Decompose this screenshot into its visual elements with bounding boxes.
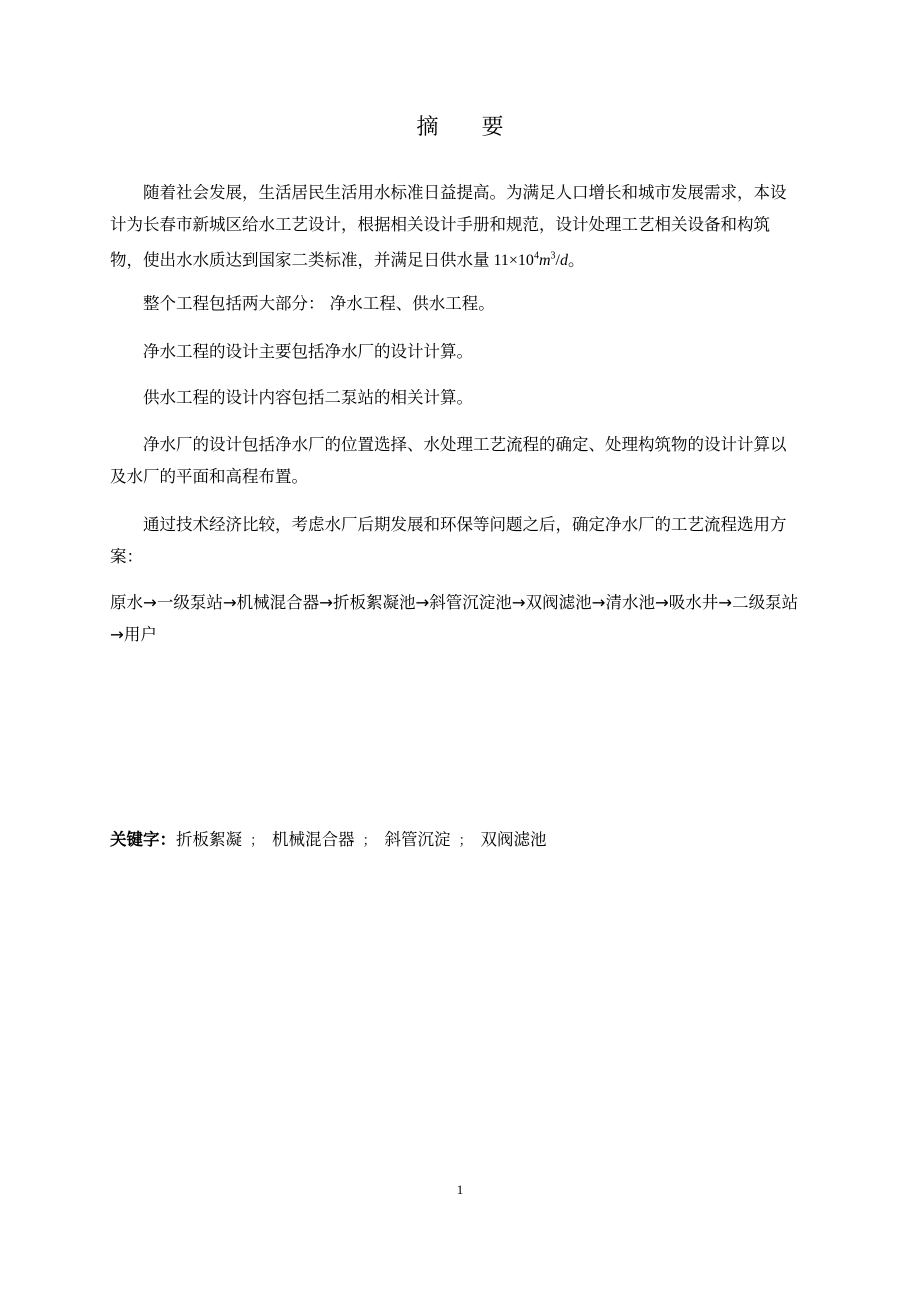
keyword-separator: ； (250, 833, 264, 849)
paragraph-6: 通过技术经济比较，考虑水厂后期发展和环保等问题之后，确定净水厂的工艺流程选用方案： (110, 515, 787, 566)
page-number: 1 (456, 1182, 464, 1197)
process-flow-paragraph: 原水→一级泵站→机械混合器→折板絮凝池→斜管沉淀池→双阀滤池→清水池→吸水井→二级泵站→用户 (110, 593, 799, 644)
keyword-item: 双阀滤池 (480, 830, 547, 849)
daily-water-supply-formula: $11\times 10^4m^3/d$ (493, 251, 568, 270)
keywords-line (110, 826, 547, 855)
keyword-separator: ； (458, 833, 473, 849)
paragraph-3: 净水工程的设计主要包括净水厂的设计计算。 (143, 342, 473, 361)
abstract-body (110, 177, 800, 277)
paragraph-5: 净水厂的设计包括净水厂的位置选择、水处理工艺流程的确定、处理构筑物的设计计算以及水厂的平面和高程布置。 (110, 435, 787, 486)
keyword-item: 斜管沉淀 (384, 830, 451, 849)
keyword-item: 机械混合器 (272, 830, 355, 849)
paragraph-1-text: 随着社会发展，生活居民生活用水标准日益提高。为满足人口增长和城市发展需求，本设计为长春市新城区给水工艺设计，根据相关设计手册和规范，设计处理工艺相关设备和构筑物，使出水水质达到国家二类标准，并满足日供水量 (110, 183, 787, 270)
keyword-separator: ； (362, 833, 377, 849)
paragraph-2: 整个工程包括两大部分： 净水工程、供水工程。 (143, 294, 495, 313)
paragraph-1: 随着社会发展，生活居民生活用水标准日益提高。为满足人口增长和城市发展需求，本设计为长春市新城区给水工艺设计，根据相关设计手册和规范，设计处理工艺相关设备和构筑物，使出水水质达到国家二类标准，并满足日供水量 $11\times 10^4m^3/d$。 (110, 183, 787, 270)
keyword-item: 折板絮凝 (176, 830, 242, 849)
paragraph-4: 供水工程的设计内容包括二泵站的相关计算。 (143, 388, 473, 407)
page-title: 摘 要 (416, 115, 522, 140)
keywords-label: 关键字： (110, 830, 176, 849)
